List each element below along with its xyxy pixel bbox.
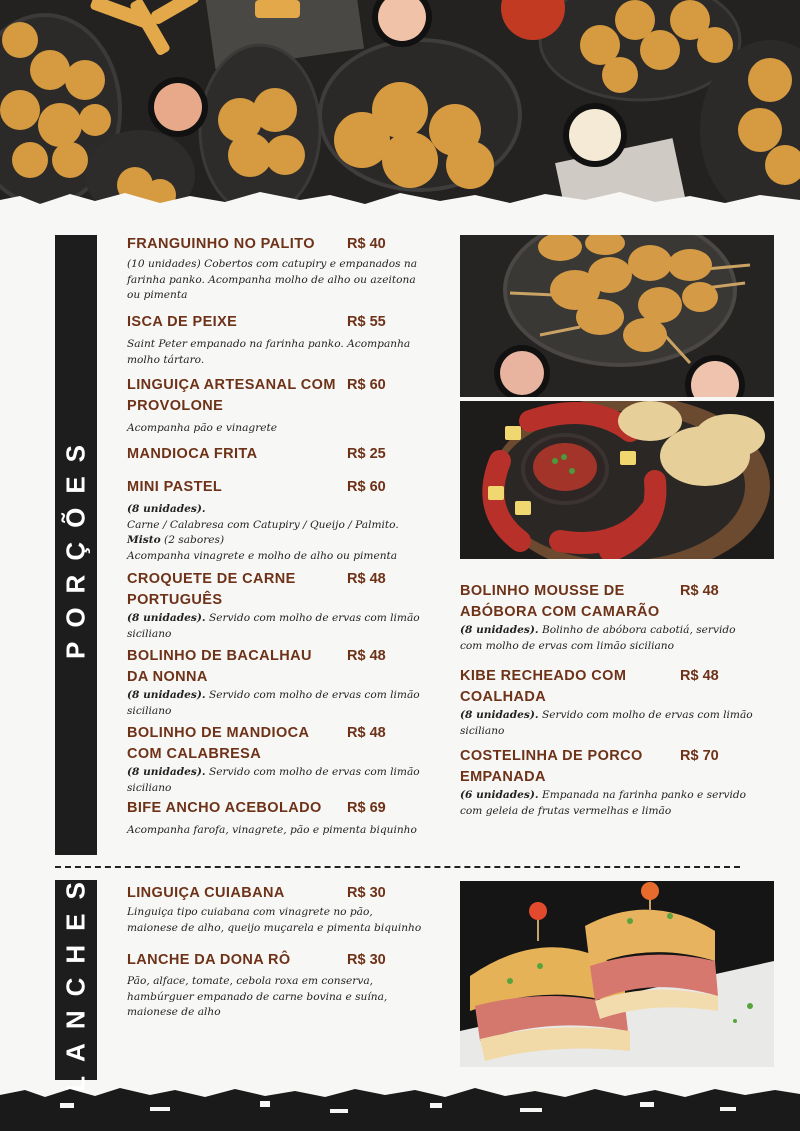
item-quantity: (8 unidades). [127, 503, 206, 515]
item-detail: Servido com molho de ervas com limão siciliano [127, 612, 420, 640]
section-bar-porcoes [55, 235, 97, 855]
item-detail: Servido com molho de ervas com limão siciliano [127, 766, 420, 794]
photo-sandwich [460, 881, 774, 1067]
item-quantity: (8 unidades). [127, 689, 206, 701]
section-divider [55, 866, 740, 868]
item-sides: Acompanha vinagrete e molho de alho ou pimenta [127, 549, 398, 562]
item-description: Saint Peter empanado na farinha panko. Acompanha molho tártaro. [127, 338, 411, 366]
item-name: BOLINHO DE BACALHAU DA NONNA [127, 648, 312, 685]
item-price: R$ 60 [347, 377, 386, 393]
item-description: (10 unidades) Cobertos com catupiry e empanados na farinha panko. Acompanha molho de alho ou azeitona ou pimenta [127, 258, 418, 301]
item-price: R$ 25 [347, 446, 386, 462]
menu-item-franguinho [127, 234, 427, 304]
menu-item-bolinho-bacalhau [127, 646, 427, 719]
item-price: R$ 69 [347, 800, 386, 816]
item-name: ISCA DE PEIXE [127, 314, 238, 330]
item-description [127, 611, 427, 642]
item-quantity: (8 unidades). [127, 766, 206, 778]
item-price: R$ 70 [680, 748, 719, 764]
item-quantity: (8 unidades). [460, 624, 539, 636]
item-detail: Bolinho de abóbora cabotiá, servido com molho de ervas com limão siciliano [460, 624, 736, 652]
menu-item-mandioca-frita [127, 444, 427, 465]
item-mix-label: Misto [127, 534, 161, 546]
menu-item-isca-peixe [127, 312, 427, 368]
hero-food-photo [0, 0, 800, 215]
item-description: Acompanha pão e vinagrete [127, 422, 278, 434]
item-quantity: (8 unidades). [460, 709, 539, 721]
item-price: R$ 48 [347, 571, 386, 587]
item-name: FRANGUINHO NO PALITO [127, 236, 315, 252]
item-price: R$ 60 [347, 479, 386, 495]
item-detail: Servido com molho de ervas com limão siciliano [127, 689, 420, 717]
item-description: Pão, alface, tomate, cebola roxa em conserva, hambúrguer empanado de carne bovina e suína, maionese de alho [127, 975, 388, 1018]
item-price: R$ 40 [347, 236, 386, 252]
photo-linguica-provolone [460, 401, 774, 559]
item-price: R$ 48 [680, 583, 719, 599]
item-name: LINGUIÇA ARTESANAL COM PROVOLONE [127, 377, 336, 414]
item-name: LINGUIÇA CUIABANA [127, 885, 285, 901]
item-description [460, 788, 760, 819]
menu-item-linguica-artesanal [127, 375, 427, 437]
item-price: R$ 48 [680, 668, 719, 684]
item-name: COSTELINHA DE PORCO EMPANADA [460, 748, 643, 785]
item-name: LANCHE DA DONA RÔ [127, 952, 291, 968]
item-name: CROQUETE DE CARNE PORTUGUÊS [127, 571, 296, 608]
menu-item-croquete [127, 569, 427, 642]
item-price: R$ 48 [347, 648, 386, 664]
item-detail: Empanada na farinha panko e servido com geleia de frutas vermelhas e limão [460, 789, 746, 817]
item-name: BOLINHO DE MANDIOCA COM CALABRESA [127, 725, 309, 762]
bottom-torn-band [0, 1085, 800, 1131]
menu-item-bolinho-abobora [460, 581, 760, 654]
item-description: Acompanha farofa, vinagrete, pão e pimenta biquinho [127, 824, 417, 836]
item-description [127, 688, 427, 719]
photo-franguinho [460, 235, 774, 397]
item-description [127, 765, 427, 796]
item-description [460, 623, 760, 654]
item-description: Linguiça tipo cuiabana com vinagrete no pão, maionese de alho, queijo muçarela e pimenta biquinho [127, 906, 422, 934]
section-title-porcoes: PORÇÕES [60, 430, 91, 660]
item-name: KIBE RECHEADO COM COALHADA [460, 668, 627, 705]
menu-item-bife-ancho [127, 798, 427, 839]
section-bar-lanches [55, 868, 97, 1092]
item-detail: Servido com molho de ervas com limão siciliano [460, 709, 753, 737]
item-name: BIFE ANCHO ACEBOLADO [127, 800, 322, 816]
item-description [127, 502, 427, 564]
item-name: MINI PASTEL [127, 479, 223, 495]
menu-item-lanche-dona-ro [127, 950, 427, 1021]
menu-item-costelinha [460, 746, 760, 819]
menu-item-kibe [460, 666, 760, 739]
item-price: R$ 55 [347, 314, 386, 330]
item-flavors: Carne / Calabresa com Catupiry / Queijo / Palmito. [127, 518, 399, 531]
menu-item-mini-pastel [127, 477, 427, 564]
item-quantity: (8 unidades). [127, 612, 206, 624]
menu-item-bolinho-mandioca [127, 723, 427, 796]
item-name: MANDIOCA FRITA [127, 446, 258, 462]
item-price: R$ 30 [347, 952, 386, 968]
item-name: BOLINHO MOUSSE DE ABÓBORA COM CAMARÃO [460, 583, 660, 620]
item-price: R$ 48 [347, 725, 386, 741]
section-title-lanches: LANCHES [60, 868, 91, 1092]
item-description [460, 708, 760, 739]
item-mix-detail: (2 sabores) [160, 534, 225, 546]
item-quantity: (6 unidades). [460, 789, 539, 801]
menu-item-linguica-cuiabana [127, 883, 427, 936]
item-price: R$ 30 [347, 885, 386, 901]
